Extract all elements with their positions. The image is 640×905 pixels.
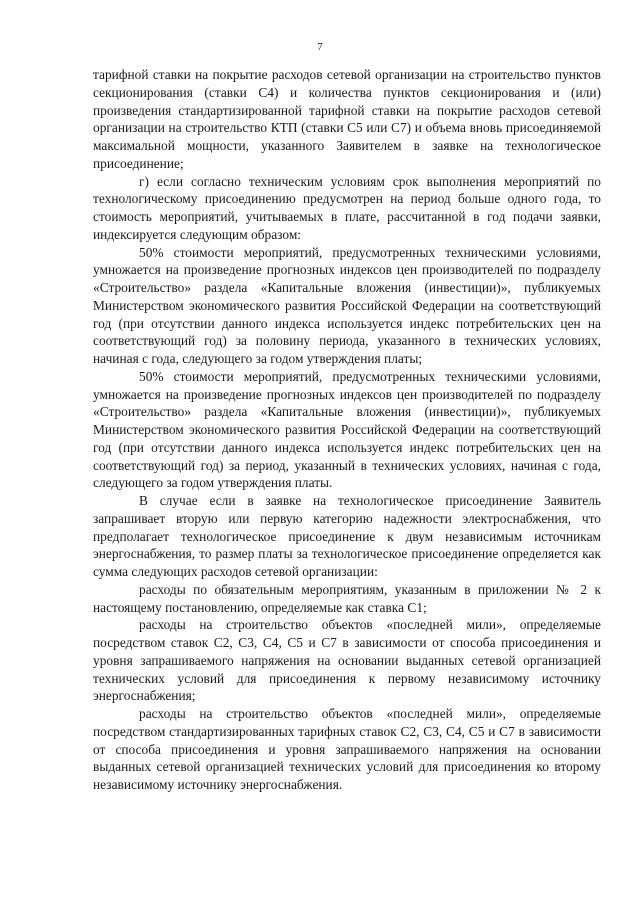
paragraph-first-source: расходы на строительство объектов «последней мили», определяемые посредством ставок С2, С3, С4, С5 и С7 в зависимости от способа присоединения и уровня запрашиваемого напряжения на основании выданных сетевой организацией технических условий для присоединения к первому независимому источнику энергоснабжения; [93, 617, 601, 704]
document-body [93, 66, 601, 794]
paragraph-mandatory-measures: расходы по обязательным мероприятиям, указанным в приложении № 2 к настоящему постановлению, определяемые как ставка С1; [93, 581, 601, 615]
paragraph-indexation-full-period: 50% стоимости мероприятий, предусмотренных техническими условиями, умножается на произведение прогнозных индексов цен производителей по подразделу «Строительство» раздела «Капитальные вложения (инвестиции)», публикуемых Министерством экономического развития Российской Федерации на соответствующий год (при отсутствии данного индекса используется индекс потребительских цен на соответствующий год) за период, указанный в технических условиях, начиная с года, следующего за годом утверждения платы. [93, 368, 601, 491]
paragraph-indexation-half-period: 50% стоимости мероприятий, предусмотренных техническими условиями, умножается на произведение прогнозных индексов цен производителей по подразделу «Строительство» раздела «Капитальные вложения (инвестиции)», публикуемых Министерством экономического развития Российской Федерации на соответствующий год (при отсутствии данного индекса используется индекс потребительских цен на соответствующий год) за половину периода, указанного в технических условиях, начиная с года, следующего за годом утверждения платы; [93, 244, 601, 366]
paragraph-second-source: расходы на строительство объектов «последней мили», определяемые посредством стандартизированных тарифных ставок С2, С3, С4, С5 и С7 в зависимости от способа присоединения и уровня запрашиваемого напряжения на основании выданных сетевой организацией технических условий для присоединения ко второму независимому источнику энергоснабжения. [93, 706, 601, 792]
paragraph-reliability-category: В случае если в заявке на технологическое присоединение Заявитель запрашивает вторую или первую категорию надежности электроснабжения, что предполагает технологическое присоединение к двум независимым источникам энергоснабжения, то размер платы за технологическое присоединение определяется как сумма следующих расходов сетевой организации: [93, 493, 601, 579]
paragraph-item-g: г) если согласно техническим условиям срок выполнения мероприятий по технологическому присоединению предусмотрен на период больше одного года, то стоимость мероприятий, учитываемых в плате, рассчитанной в год подачи заявки, индексируется следующим образом: [93, 173, 601, 242]
paragraph-continuation: тарифной ставки на покрытие расходов сетевой организации на строительство пунктов секционирования (ставки С4) и количества пунктов секционирования и (или) произведения стандартизированной тарифной ставки на покрытие расходов сетевой организации на строительство КТП (ставки С5 или С7) и объема вновь присоединяемой максимальной мощности, указанного Заявителем в заявке на технологическое присоединение; [93, 67, 601, 171]
page-number: 7 [317, 41, 323, 53]
